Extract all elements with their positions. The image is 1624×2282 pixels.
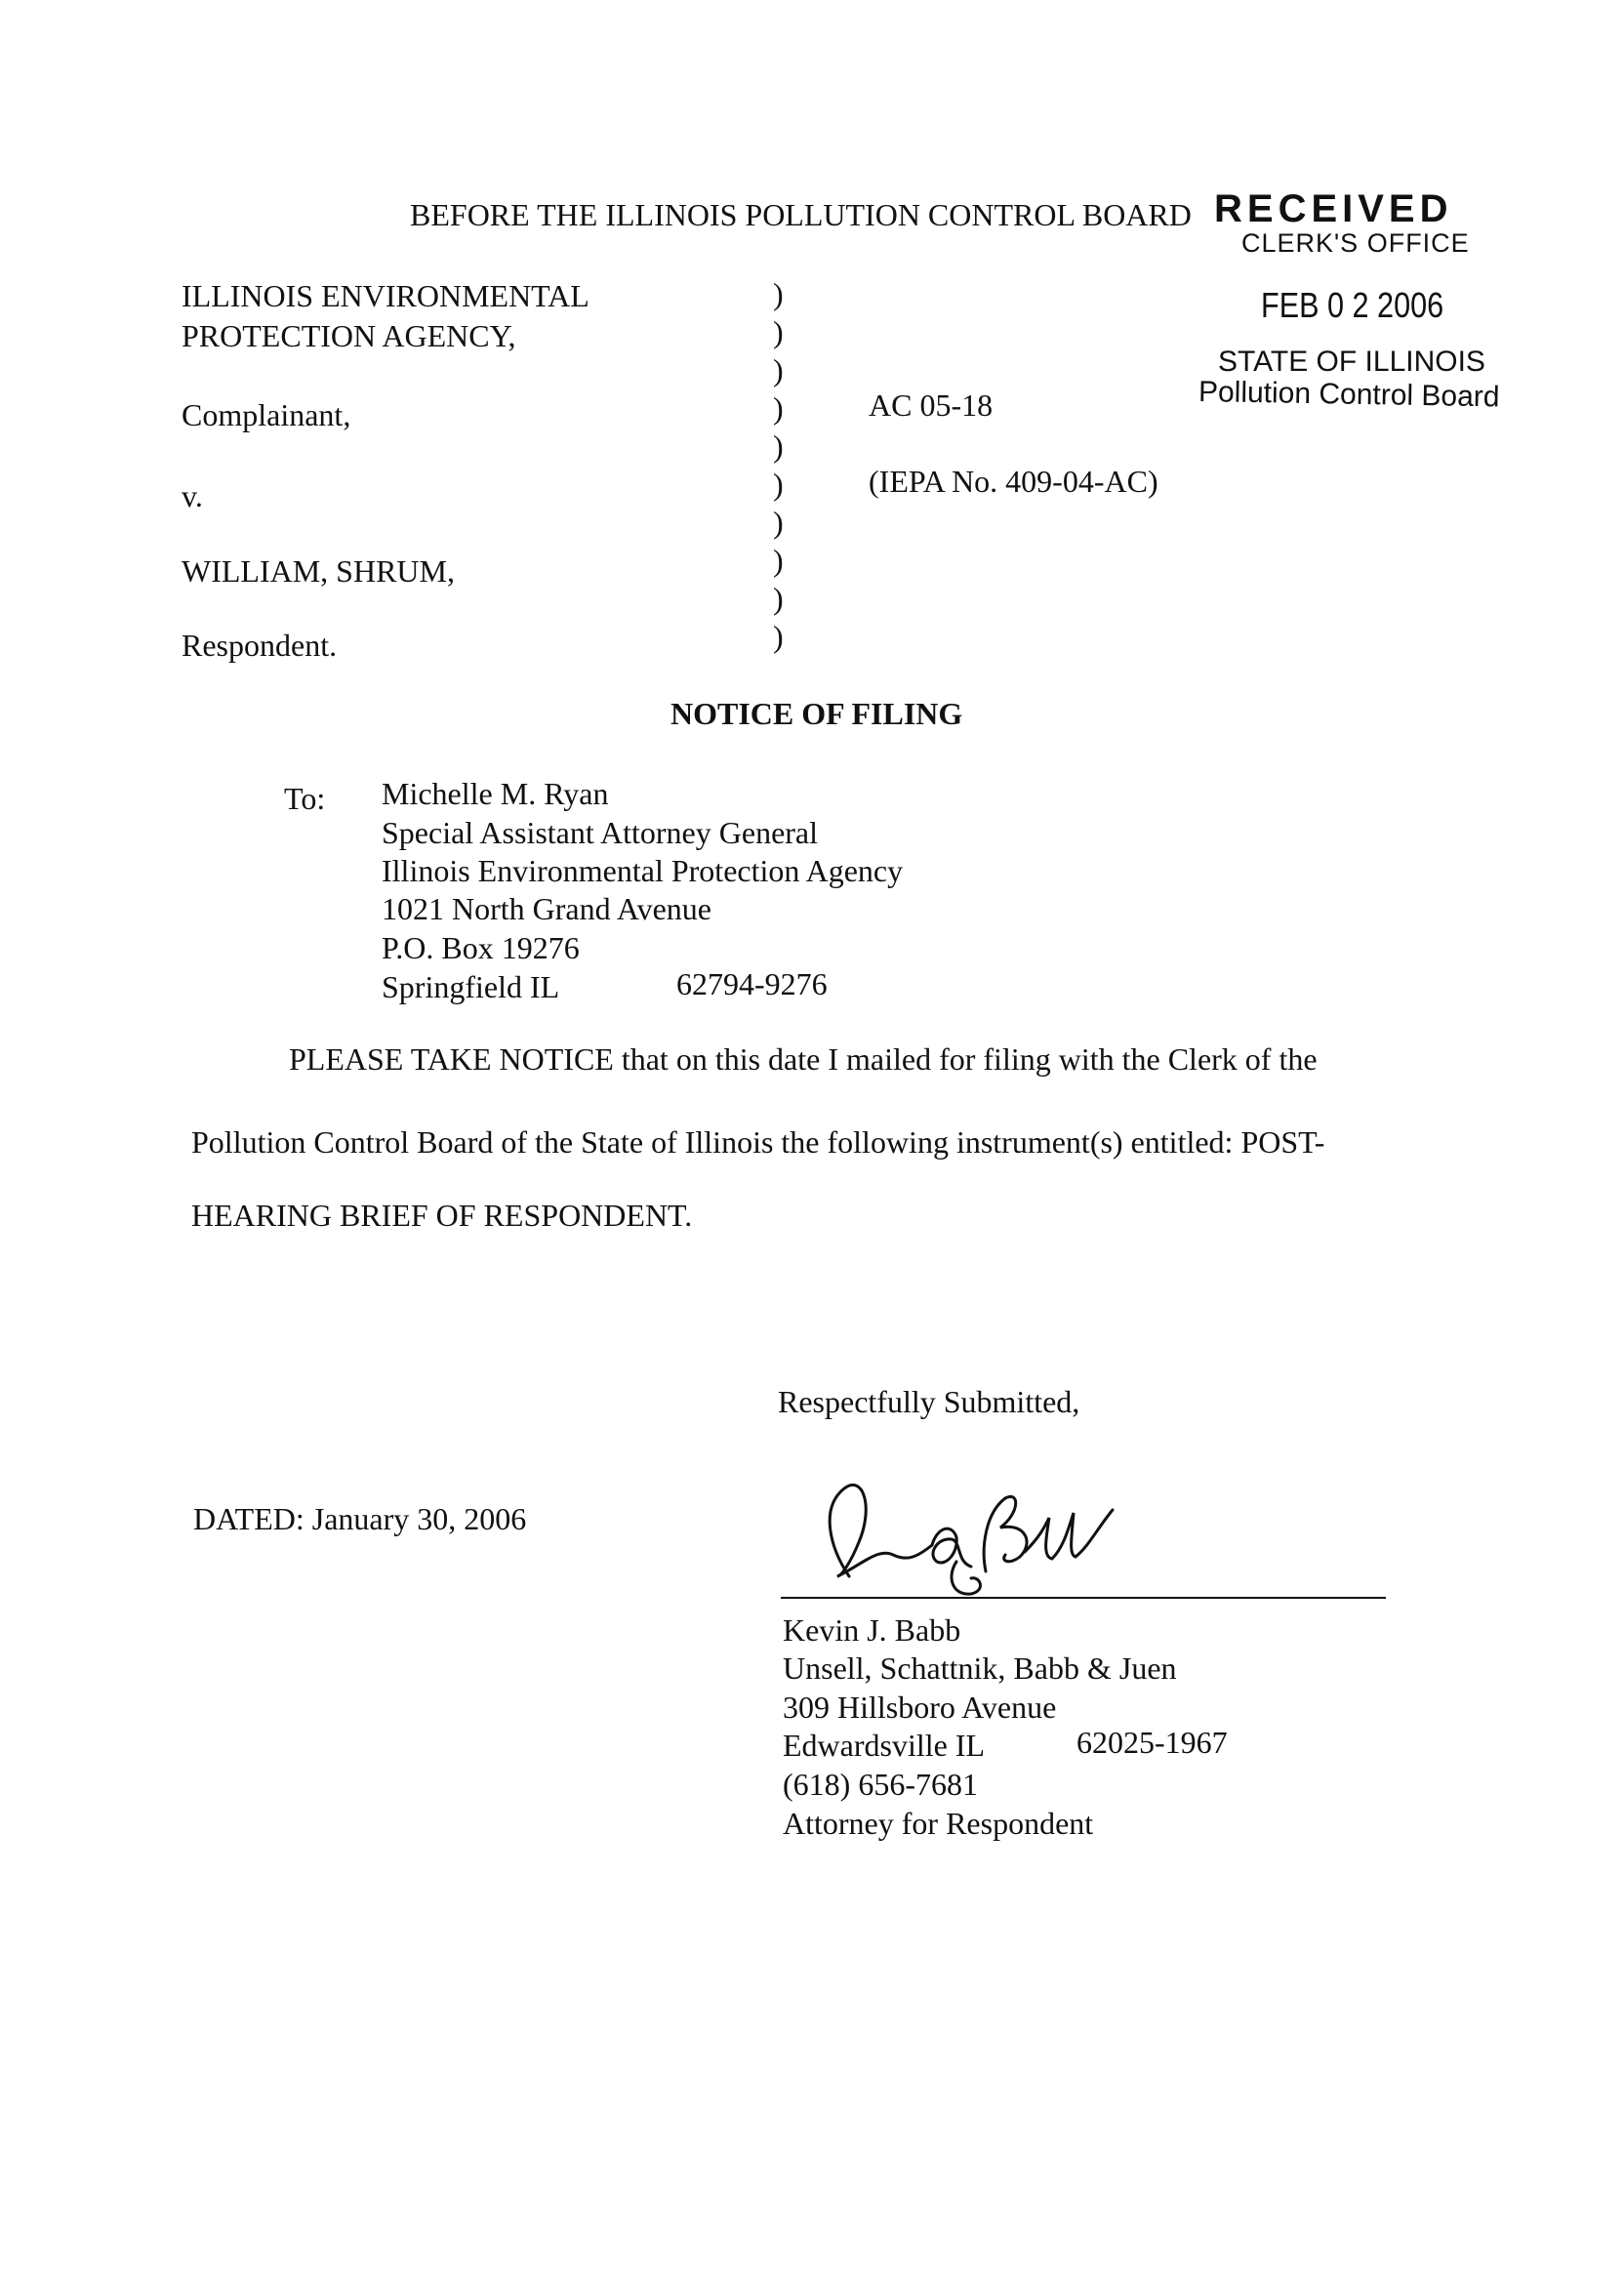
complainant-name-line2: PROTECTION AGENCY, [182, 318, 516, 353]
handwritten-signature [791, 1469, 1181, 1606]
law-firm: Unsell, Schattnik, Babb & Juen [783, 1650, 1177, 1686]
body-line-2: Pollution Control Board of the State of Illinois the following instrument(s) entitled: POST- [191, 1124, 1325, 1160]
caption-paren: ) [773, 276, 784, 311]
firm-city: Edwardsville IL [783, 1728, 986, 1763]
stamp-board: Pollution Control Board [1198, 376, 1500, 414]
stamp-clerks-office: CLERK'S OFFICE [1241, 228, 1470, 258]
iepa-number: (IEPA No. 409-04-AC) [869, 464, 1158, 499]
caption-paren: ) [773, 581, 784, 616]
respondent-role: Respondent. [182, 628, 338, 663]
caption-paren: ) [773, 505, 784, 540]
caption-paren: ) [773, 619, 784, 654]
recipient-agency: Illinois Environmental Protection Agency [382, 853, 904, 888]
complainant-name-line1: ILLINOIS ENVIRONMENTAL [182, 278, 589, 313]
caption-paren: ) [773, 314, 784, 349]
stamp-state: STATE OF ILLINOIS [1218, 346, 1485, 378]
caption-paren: ) [773, 467, 784, 502]
attorney-role: Attorney for Respondent [783, 1806, 1094, 1841]
caption-paren: ) [773, 352, 784, 387]
firm-phone: (618) 656-7681 [783, 1767, 978, 1802]
recipient-zip: 62794-9276 [676, 966, 828, 1001]
recipient-street: 1021 North Grand Avenue [382, 891, 711, 926]
dated-line: DATED: January 30, 2006 [193, 1501, 527, 1536]
recipient-name: Michelle M. Ryan [382, 776, 609, 811]
recipient-city: Springfield IL [382, 969, 560, 1004]
caption-paren: ) [773, 390, 784, 426]
versus: v. [182, 478, 203, 513]
body-line-1: PLEASE TAKE NOTICE that on this date I mailed for filing with the Clerk of the [289, 1041, 1318, 1077]
to-label: To: [284, 781, 326, 816]
caption-paren: ) [773, 428, 784, 464]
firm-street: 309 Hillsboro Avenue [783, 1690, 1057, 1725]
respondent-name: WILLIAM, SHRUM, [182, 553, 455, 589]
document-header: BEFORE THE ILLINOIS POLLUTION CONTROL BOARD [410, 197, 1192, 232]
stamp-received: RECEIVED [1214, 187, 1453, 230]
complainant-role: Complainant, [182, 397, 351, 432]
attorney-name: Kevin J. Babb [783, 1612, 961, 1648]
body-line-3: HEARING BRIEF OF RESPONDENT. [191, 1198, 693, 1233]
stamp-date: FEB 0 2 2006 [1261, 285, 1444, 325]
recipient-title: Special Assistant Attorney General [382, 815, 819, 850]
signature-line [781, 1597, 1386, 1599]
firm-zip: 62025-1967 [1076, 1725, 1228, 1760]
recipient-po-box: P.O. Box 19276 [382, 930, 580, 965]
caption-paren: ) [773, 543, 784, 578]
case-number: AC 05-18 [869, 387, 994, 423]
respectfully-submitted: Respectfully Submitted, [778, 1384, 1080, 1419]
notice-title: NOTICE OF FILING [670, 696, 963, 731]
